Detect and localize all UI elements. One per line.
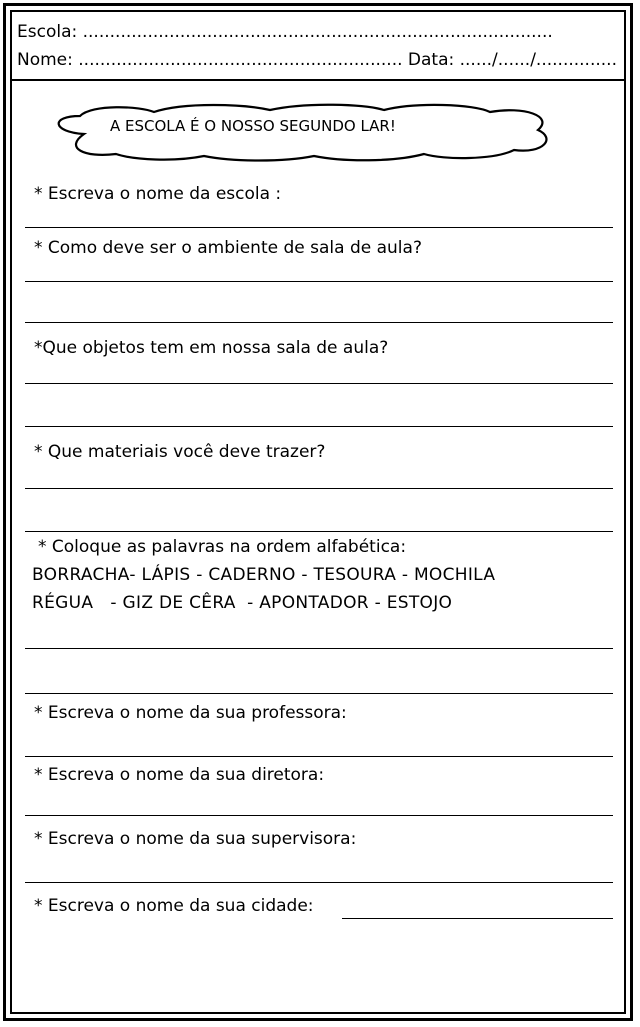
- answer-line: [25, 488, 613, 489]
- question-classroom-objects: *Que objetos tem em nossa sala de aula?: [34, 338, 389, 358]
- answer-line: [25, 322, 613, 323]
- answer-line: [25, 693, 613, 694]
- answer-line: [342, 918, 613, 919]
- question-school-name: * Escreva o nome da escola :: [34, 184, 282, 204]
- answer-line: [25, 882, 613, 883]
- question-city-name: * Escreva o nome da sua cidade:: [34, 896, 314, 916]
- answer-line: [25, 281, 613, 282]
- answer-line: [25, 426, 613, 427]
- name-date-field: Nome: ............................................................ Data: ....../....../...............: [17, 50, 617, 70]
- answer-line: [25, 531, 613, 532]
- banner-title: A ESCOLA É O NOSSO SEGUNDO LAR!: [110, 117, 396, 135]
- question-principal-name: * Escreva o nome da sua diretora:: [34, 765, 325, 785]
- question-supervisor-name: * Escreva o nome da sua supervisora:: [34, 829, 357, 849]
- question-materials: * Que materiais você deve trazer?: [34, 442, 326, 462]
- answer-line: [25, 756, 613, 757]
- school-field: Escola: .......................................................................................: [17, 22, 553, 42]
- question-teacher-name: * Escreva o nome da sua professora:: [34, 703, 347, 723]
- question-alphabetical-order: * Coloque as palavras na ordem alfabética:: [38, 537, 407, 557]
- word-list-line-2: RÉGUA - GIZ DE CÊRA - APONTADOR - ESTOJO: [32, 593, 453, 613]
- answer-line: [25, 648, 613, 649]
- answer-line: [25, 815, 613, 816]
- question-classroom-environment: * Como deve ser o ambiente de sala de aula?: [34, 238, 422, 258]
- answer-line: [25, 227, 613, 228]
- answer-line: [25, 383, 613, 384]
- header-divider: [12, 79, 624, 81]
- word-list-line-1: BORRACHA- LÁPIS - CADERNO - TESOURA - MOCHILA: [32, 565, 496, 585]
